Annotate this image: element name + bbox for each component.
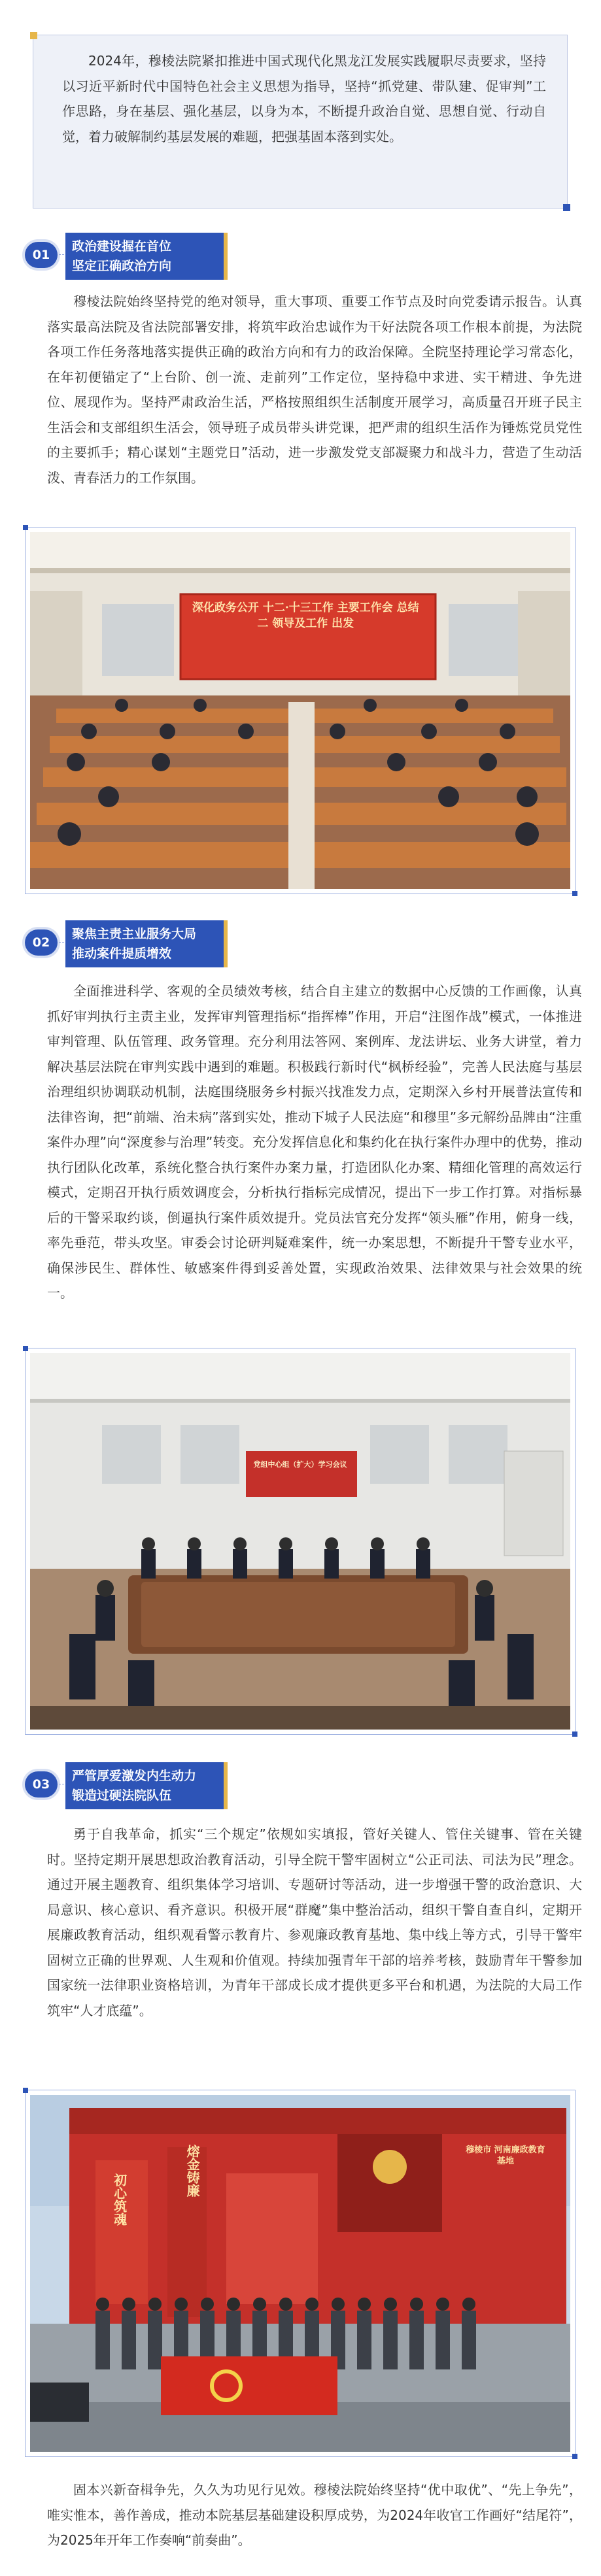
photo-image bbox=[30, 1353, 570, 1730]
frame-corner bbox=[23, 2088, 28, 2093]
section-title-text: 严管厚爱激发内生动力 锻造过硬法院队伍 bbox=[72, 1769, 197, 1803]
photo-banner-text: 党组中心组（扩大）学习会议 bbox=[253, 1460, 347, 1469]
section-title-text: 聚焦主责主业服务大局 推动案件提质增效 bbox=[72, 927, 197, 961]
section-title bbox=[65, 233, 228, 280]
photo-meeting-hall bbox=[25, 527, 575, 894]
photo-banner-text: 深化政务公开 十二·十三工作 主要工作会 总结 二 领导及工作 出发 bbox=[192, 601, 419, 630]
photo-conference-room bbox=[25, 1348, 575, 1735]
photo-sign-text: 穆棱市 河南廉政教育基地 bbox=[466, 2145, 545, 2167]
intro-corner-accent bbox=[30, 32, 37, 39]
section-number: 02 bbox=[25, 929, 58, 956]
photo-image bbox=[30, 2095, 570, 2452]
photo-image bbox=[30, 532, 570, 889]
closing-paragraph: 固本兴新奋楫争先，久久为功见行见效。穆棱法院始终坚持“优中取优”、“先上争先”，唯实惟本，善作善成，推动本院基层基础建设积厚成势，为2024年收官工作画好“结尾符”，为2025年开年工作奏响“前奏曲”。 bbox=[47, 2482, 582, 2548]
photo-group-building bbox=[25, 2090, 575, 2457]
photo-sign-text: 初心筑魂 bbox=[111, 2173, 128, 2226]
frame-corner bbox=[572, 2454, 577, 2459]
intro-corner-accent bbox=[563, 204, 570, 211]
section-title bbox=[65, 920, 228, 967]
section-paragraph: 勇于自我革命，抓实“三个规定”依规如实填报，管好关键人、管住关键事、管在关键时。坚持定期开展思想政治教育活动，引导全院干警牢固树立“公正司法、司法为民”理念。通过开展主题教育、组织集体学习培训、专题研讨等活动，进一步增强干警的政治意识、大局意识、核心意识、看齐意识。积极开展“群魔”集中整治活动，组织干警自查自纠，定期开展廉政教育活动，组织观看警示教育片、参观廉政教育基地、集中线上等方式，引导干警牢固树立正确的世界观、人生观和价值观。持续加强青年干部的培养考核，鼓励青年干警参加国家统一法律职业资格培训，为青年干部成长成才提供更多平台和机遇，为法院的大局工作筑牢“人才底蕴”。 bbox=[47, 1826, 582, 2018]
frame-corner bbox=[572, 1731, 577, 1737]
frame-corner bbox=[23, 525, 28, 530]
section-paragraph: 穆棱法院始终坚持党的绝对领导，重大事项、重要工作节点及时向党委请示报告。认真落实最高法院及省法院部署安排，将筑牢政治忠诚作为干好法院各项工作根本前提，为法院各项工作任务落地落实提供正确的政治方向和有力的政治保障。全院坚持理论学习常态化，在年初便锚定了“上台阶、创一流、走前列”工作定位，坚持稳中求进、实干精进、争先进位、展现作为。坚持严肃政治生活，严格按照组织生活制度开展学习，高质量召开班子民主生活会和支部组织生活会，领导班子成员带头讲党课，把严肃的组织生活作为锤炼党员党性的主要抓手；精心谋划“主题党日”活动，进一步激发党支部凝聚力和战斗力，营造了生动活泼、青春活力的工作氛围。 bbox=[47, 293, 582, 486]
intro-box bbox=[33, 35, 568, 209]
section-number: 03 bbox=[25, 1771, 58, 1798]
frame-corner bbox=[23, 1346, 28, 1351]
conference-room-illustration bbox=[30, 1353, 570, 1730]
meeting-hall-illustration bbox=[30, 532, 570, 889]
photo-sign-text: 熔金铸廉 bbox=[184, 2145, 201, 2198]
section-paragraph: 全面推进科学、客观的全员绩效考核，结合自主建立的数据中心反馈的工作画像，认真抓好审判执行主责主业，发挥审判管理指标“指挥棒”作用，开启“注图作战”模式，一体推进审判管理、队伍管理、政务管理。充分利用法答网、案例库、龙法讲坛、业务大讲堂，着力解决基层法院在审判实践中遇到的难题。积极践行新时代“枫桥经验”，完善人民法庭与基层治理组织协调联动机制，法庭围绕服务乡村振兴找准发力点，定期深入乡村开展普法宣传和法律咨询，把“前端、治未病”落到实处，推动下城子人民法庭“和穆里”多元解纷品牌由“注重案件办理”向“深度参与治理”转变。充分发挥信息化和集约化在执行案件办理中的优势，推动执行团队化改革，系统化整合执行案件办案力量，打造团队化办案、精细化管理的高效运行模式，定期召开执行质效调度会，分析执行指标完成情况，提出下一步工作打算。对指标暴后的干警采取约谈，倒逼执行案件质效提升。党员法官充分发挥“领头雁”作用，俯身一线，率先垂范，带头攻坚。审委会讨论研判疑难案件，统一办案思想，不断提升干警专业水平，确保涉民生、群体性、敏感案件得到妥善处置，实现政治效果、法律效果与社会效果的统一。 bbox=[47, 983, 582, 1301]
section-number: 01 bbox=[25, 242, 58, 268]
section-title-text: 政治建设握在首位 坚定正确政治方向 bbox=[72, 239, 172, 273]
section-title bbox=[65, 1762, 228, 1809]
frame-corner bbox=[572, 891, 577, 896]
intro-text: 2024年，穆棱法院紧扣推进中国式现代化黑龙江发展实践履职尽责要求，坚持以习近平新时代中国特色社会主义思想为指导，坚持“抓党建、带队建、促审判”工作思路，身在基层、强化基层，以身为本，不断提升政治自觉、思想自觉、行动自觉，着力破解制约基层发展的难题，把强基固本落到实处。 bbox=[62, 53, 546, 144]
